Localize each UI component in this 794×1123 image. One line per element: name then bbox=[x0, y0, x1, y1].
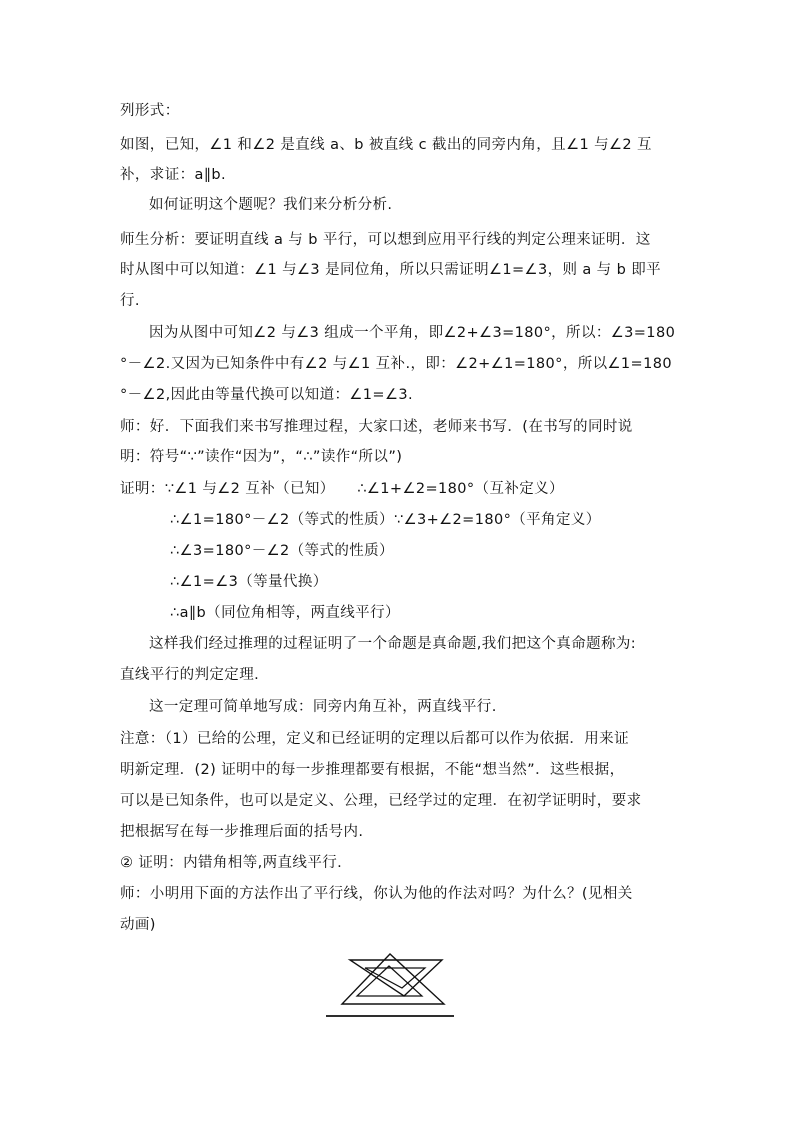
parallel-rulers-figure bbox=[326, 944, 454, 1018]
text-line: 可以是已知条件，也可以是定义、公理，已经学过的定理．在初学证明时，要求 bbox=[120, 793, 642, 809]
text-line: 这样我们经过推理的过程证明了一个命题是真命题,我们把这个真命题称为: bbox=[149, 636, 637, 652]
text-line: 明：符号“∵”读作“因为”，“∴”读作“所以”) bbox=[120, 449, 403, 465]
text-line: °－∠2.又因为已知条件中有∠2 与∠1 互补.，即：∠2+∠1=180°，所以∠1=180 bbox=[120, 356, 672, 372]
text-line: 把根据写在每一步推理后面的括号内. bbox=[120, 824, 364, 840]
small-set-square bbox=[350, 960, 442, 996]
text-line: ∴∠1=∠3（等量代换） bbox=[170, 574, 328, 590]
text-line: °－∠2,因此由等量代换可以知道：∠1=∠3. bbox=[120, 387, 413, 403]
text-line: 如何证明这个题呢？我们来分析分析. bbox=[149, 197, 393, 213]
text-line: 师：小明用下面的方法作出了平行线，你认为他的作法对吗？为什么？(见相关 bbox=[120, 886, 633, 902]
text-line: ∴a∥b（同位角相等，两直线平行） bbox=[170, 605, 400, 621]
text-line: 这一定理可简单地写成：同旁内角互补，两直线平行. bbox=[149, 699, 497, 715]
text-line: 师：好．下面我们来书写推理过程，大家口述，老师来书写．(在书写的同时说 bbox=[120, 419, 633, 435]
text-line: 因为从图中可知∠2 与∠3 组成一个平角，即∠2+∠3=180°，所以：∠3=180 bbox=[149, 325, 676, 341]
text-line: 动画) bbox=[120, 917, 156, 933]
text-line: ∴∠3=180°－∠2（等式的性质） bbox=[170, 543, 394, 559]
text-line: 列形式： bbox=[120, 103, 180, 119]
text-line: 直线平行的判定定理. bbox=[120, 667, 260, 683]
text-line: 补，求证：a∥b. bbox=[120, 167, 227, 183]
text-line: ② 证明：内错角相等,两直线平行. bbox=[120, 855, 343, 871]
text-line: 明新定理．(2) 证明中的每一步推理都要有根据，不能“想当然”．这些根据， bbox=[120, 762, 625, 778]
text-line: 行. bbox=[120, 293, 140, 309]
text-line: 师生分析：要证明直线 a 与 b 平行，可以想到应用平行线的判定公理来证明．这 bbox=[120, 232, 651, 248]
text-line: 如图，已知，∠1 和∠2 是直线 a、b 被直线 c 截出的同旁内角，且∠1 与∠2 互 bbox=[120, 137, 652, 153]
text-line: ∴∠1=180°－∠2（等式的性质）∵∠3+∠2=180°（平角定义） bbox=[170, 512, 601, 528]
text-line: 时从图中可以知道：∠1 与∠3 是同位角，所以只需证明∠1=∠3，则 a 与 b 即平 bbox=[120, 262, 661, 278]
text-line: 注意：（1）已给的公理，定义和已经证明的定理以后都可以作为依据．用来证 bbox=[120, 731, 629, 747]
text-line: 证明：∵∠1 与∠2 互补（已知） ∴∠1+∠2=180°（互补定义） bbox=[120, 481, 564, 497]
